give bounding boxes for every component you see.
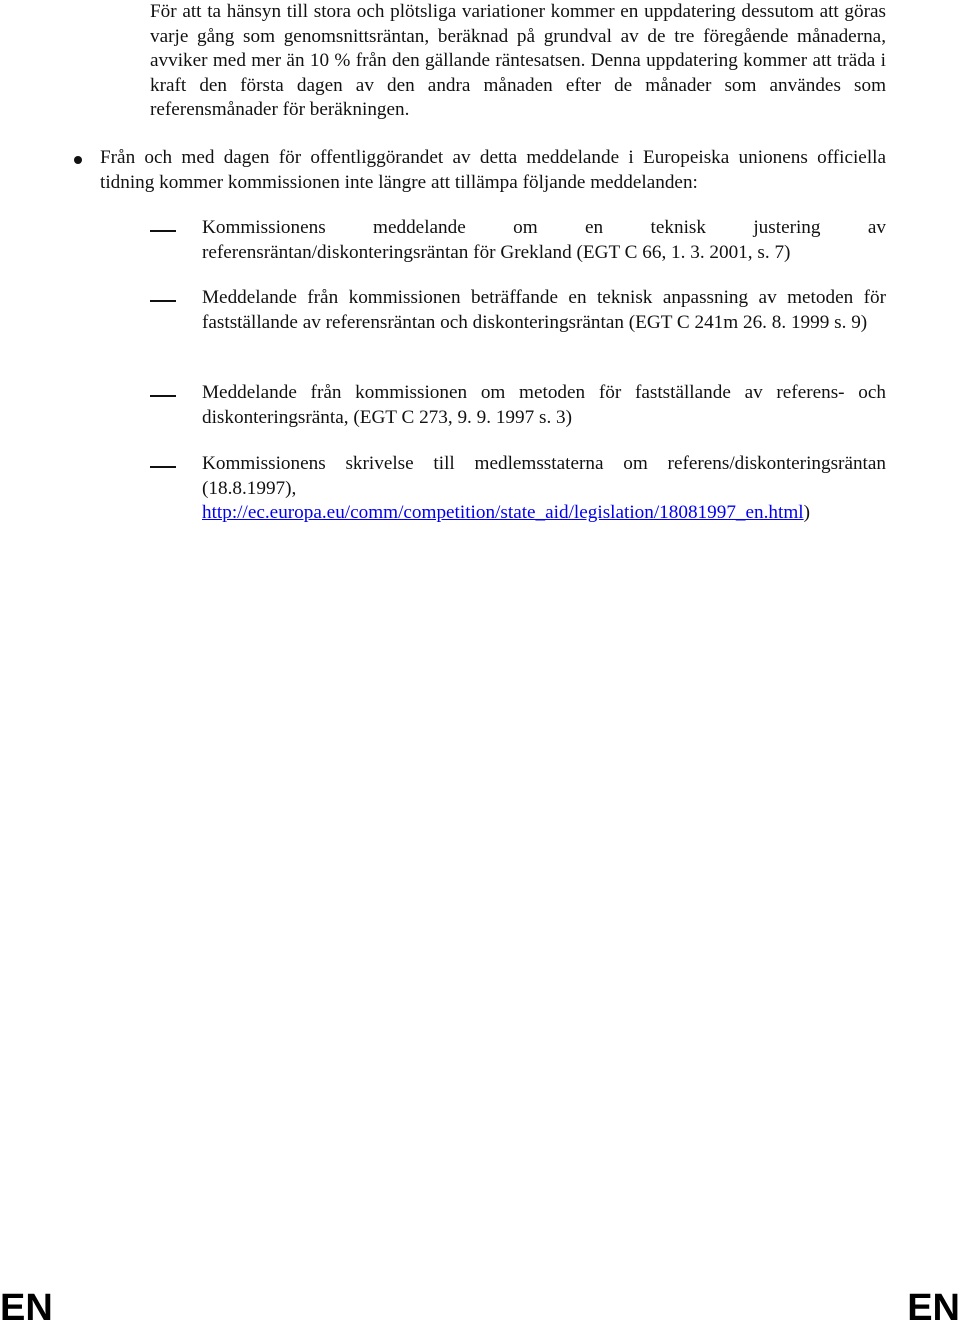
dash-icon [150, 466, 176, 468]
legislation-link[interactable]: http://ec.europa.eu/comm/competition/state_aid/legislation/18081997_en.html [202, 502, 804, 523]
intro-paragraph: För att ta hänsyn till stora och plötsliga variationer kommer en uppdatering dessutom att göras varje gång som genomsnittsräntan, beräknad på grundval av de tre föregående månaderna, avviker med mer än 10 % från den gällande räntesatsen. Denna uppdatering kommer att träda i kraft den första dagen av den andra månaden efter de månader som användes som referensmånader för beräkningen. [150, 1, 886, 120]
dash-icon [150, 300, 176, 302]
bullet-icon [74, 156, 82, 164]
dash-item-2: Meddelande från kommissionen beträffande en teknisk anpassning av metoden för fastställande av referensräntan och diskonteringsräntan (EGT C 241m 26. 8. 1999 s. 9) [202, 287, 886, 333]
footer-language-left: EN [0, 1287, 53, 1329]
dash-item-3: Meddelande från kommissionen om metoden för fastställande av referens- och diskonteringsränta, (EGT C 273, 9. 9. 1997 s. 3) [202, 382, 886, 428]
dash-item-4 [202, 452, 886, 526]
dash-item-4-text: Kommissionens skrivelse till medlemsstaterna om referens/diskonteringsräntan (18.8.1997), [202, 453, 886, 499]
bullet-paragraph: Från och med dagen för offentliggörandet av detta meddelande i Europeiska unionens officiella tidning kommer kommissionen inte längre att tillämpa följande meddelanden: [100, 147, 886, 193]
dash-icon [150, 230, 176, 232]
dash-item-1: Kommissionens meddelande om en teknisk justering av referensräntan/diskonteringsräntan för Grekland (EGT C 66, 1. 3. 2001, s. 7) [202, 217, 886, 263]
dash-item-4-closing: ) [803, 502, 811, 523]
dash-icon [150, 395, 176, 397]
footer-language-right: EN [907, 1287, 960, 1329]
